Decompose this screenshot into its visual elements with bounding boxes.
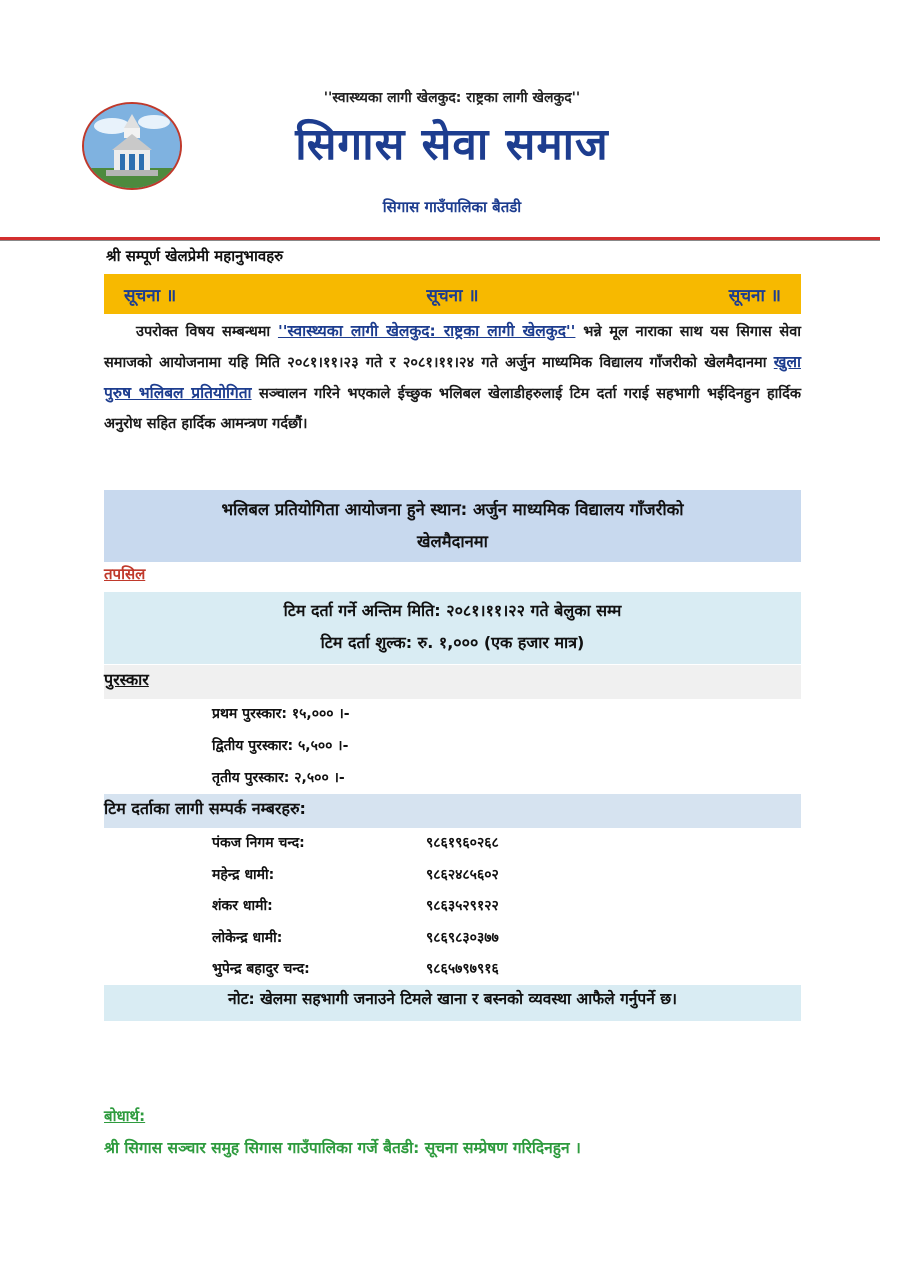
venue-line: भलिबल प्रतियोगिता आयोजना हुने स्थान: अर्जुन माध्यमिक विद्यालय गाँजरीको — [221, 500, 684, 519]
registration-fee: टिम दर्ता शुल्क: रु. १,००० (एक हजार मात्र) — [320, 633, 585, 652]
body-intro: उपरोक्त विषय सम्बन्धमा — [136, 324, 271, 340]
contact-name: शंकर धामी: — [212, 898, 273, 914]
prize-item: द्वितीय पुरस्कार: ५,५०० ।- — [212, 738, 349, 754]
slogan-highlight: ''स्वास्थ्यका लागी खेलकुद: राष्ट्रका लागी खेलकुद'' — [277, 322, 576, 340]
prize-item: तृतीय पुरस्कार: २,५०० ।- — [212, 770, 345, 786]
contact-name: महेन्द्र धामी: — [212, 866, 275, 883]
contact-row — [212, 893, 499, 925]
venue-line: खेलमैदानमा — [417, 532, 488, 551]
notice-label: सूचना ॥ — [728, 285, 781, 306]
registration-deadline: टिम दर्ता गर्ने अन्तिम मिति: २०८१।११।२२ गते बेलुका सम्म — [283, 601, 622, 620]
header-divider-shadow — [0, 240, 880, 241]
notice-label: सूचना ॥ — [426, 285, 479, 306]
contact-list — [212, 830, 499, 988]
notice-label: सूचना ॥ — [124, 285, 177, 306]
details-label: तपसिल — [104, 565, 146, 583]
prize-item: प्रथम पुरस्कार: १५,००० ।- — [212, 706, 350, 722]
notice-banner — [104, 274, 801, 314]
header-slogan: ''स्वास्थ्यका लागी खेलकुद: राष्ट्रका लागी खेलकुद'' — [323, 90, 581, 106]
contact-row — [212, 956, 499, 988]
contact-phone: ९८६९८३०३७७ — [426, 929, 499, 946]
contact-row — [212, 925, 499, 957]
contact-phone: ९८६५७९७९१६ — [426, 961, 499, 977]
registration-box — [104, 592, 801, 664]
venue-box — [104, 490, 801, 562]
contact-row — [212, 862, 499, 894]
contact-phone: ९८६२४८५६०२ — [426, 866, 499, 883]
prize-list — [212, 700, 350, 796]
organization-location: सिगास गाउँपालिका बैतडी — [382, 198, 522, 216]
contact-phone: ९८६३५२९१२२ — [426, 898, 499, 914]
organization-name: सिगास सेवा समाज — [295, 119, 609, 170]
body-closing: सञ्चालन गरिने भएकाले ईच्छुक भलिबल खेलाडीहरुलाई टिम दर्ता गराई सहभागी भईदिनहुन हार्दिक अनुरोध सहित हार्दिक आमन्त्रण गर्दछौं। — [104, 386, 801, 432]
contact-phone: ९८६१९६०२६८ — [426, 835, 499, 851]
prize-section-header — [104, 665, 801, 699]
event-highlight: खुला पुरुष भलिबल प्रतियोगिता — [104, 353, 801, 402]
contact-name: भुपेन्द्र बहादुर चन्द: — [212, 961, 310, 977]
cc-text: श्री सिगास सञ्चार समुह सिगास गाउँपालिका गर्जे बैतडी: सूचना सम्प्रेषण गरिदिनहुन । — [104, 1139, 581, 1157]
body-details: भन्ने मूल नाराका साथ यस सिगास सेवा समाजको आयोजनामा यहि मिति २०८१।११।२३ गते र २०८१।११।२४ गते अर्जुन माध्यमिक विद्यालय गाँजरीको खेलमैदानमा — [104, 324, 802, 371]
note-box: नोट: खेलमा सहभागी जनाउने टिमले खाना र बस्नको व्यवस्था आफैले गर्नुपर्ने छ। — [104, 985, 801, 1021]
prize-title: पुरस्कार — [104, 670, 149, 689]
notice-body — [104, 316, 801, 439]
contact-section-header: टिम दर्ताका लागी सम्पर्क नम्बरहरु: — [104, 794, 801, 828]
contact-name: लोकेन्द्र धामी: — [212, 929, 283, 946]
contact-row — [212, 830, 499, 862]
recipient-line: श्री सम्पूर्ण खेलप्रेमी महानुभावहरु — [106, 247, 284, 265]
cc-label: बोधार्थ: — [104, 1107, 146, 1125]
contact-name: पंकज निगम चन्द: — [212, 835, 305, 851]
